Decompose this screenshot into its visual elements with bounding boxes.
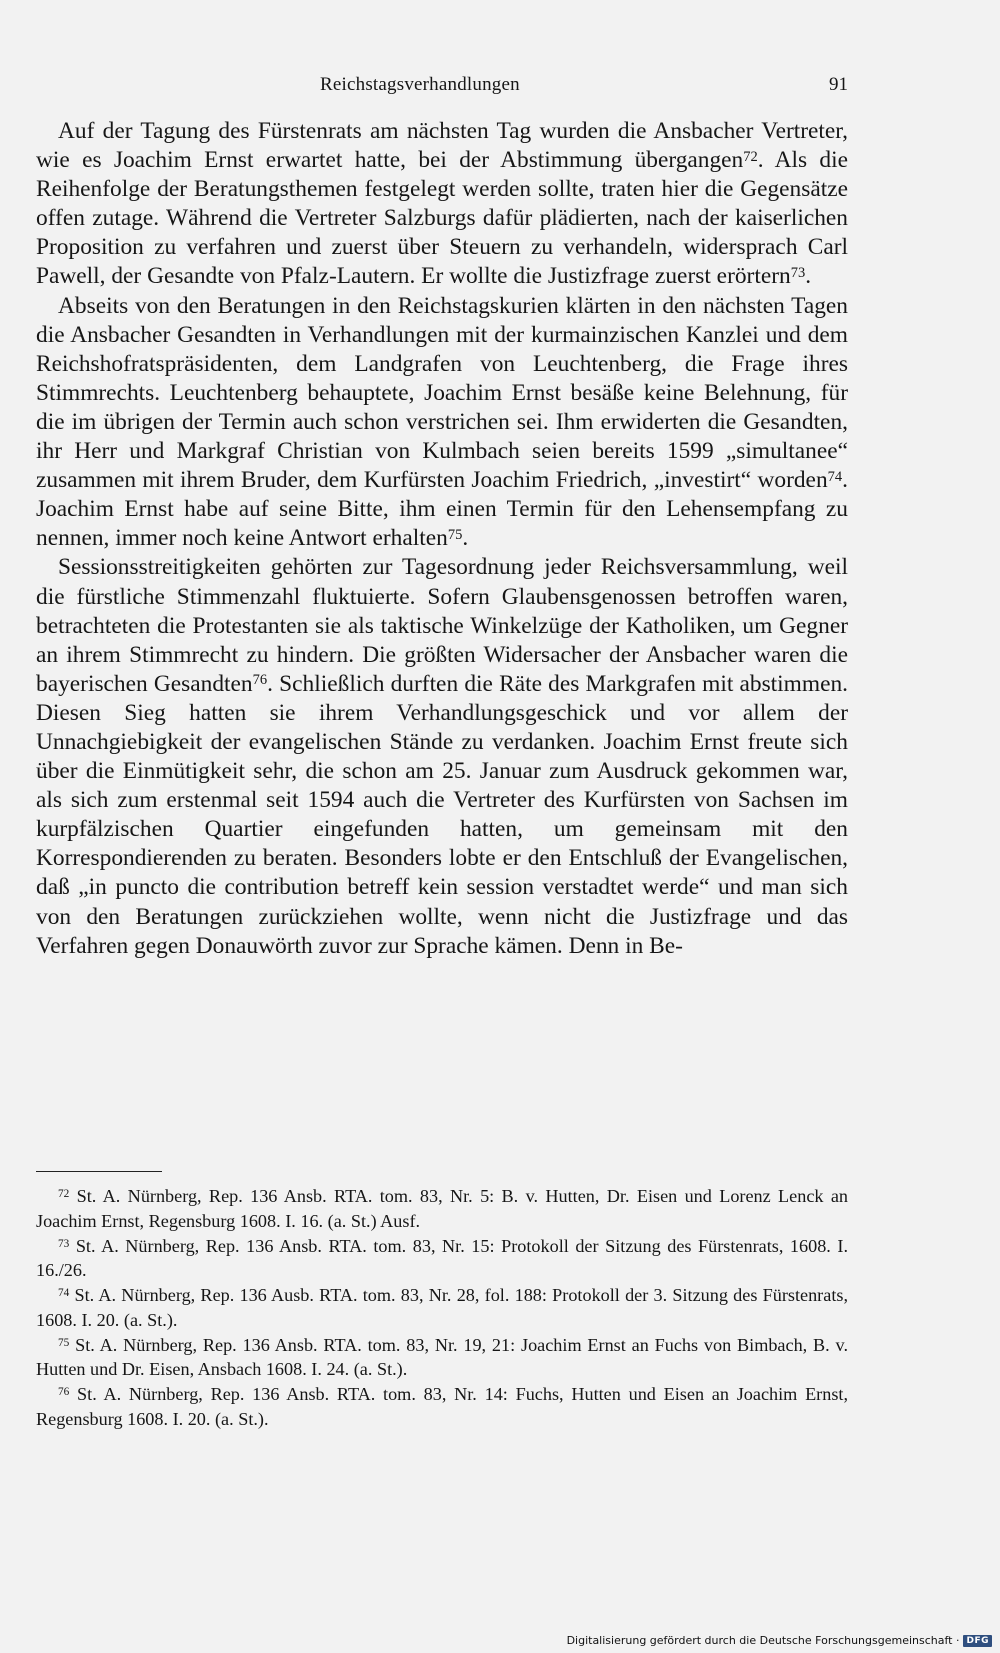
paragraph-text: . Joachim Ernst habe auf seine Bitte, ihm einen Termin für den Lehensempfang zu nennen, immer noch keine Antwort erhalten xyxy=(36,467,848,552)
footnote-ref-74[interactable]: 74 xyxy=(827,468,843,485)
footnote-73 xyxy=(36,1234,848,1283)
paragraph-text: . Schließlich durften die Räte des Markgrafen mit abstimmen. Diesen Sieg hatten sie ihrem Verhandlungsgeschick und vor allem der Unnachgiebigkeit der evangelischen Stände zu verdanken. Joachim Ernst freute sich über die Einmütigkeit sehr, die schon am 25. Januar zum Ausdruck gekommen war, als sich zum erstenmal seit 1594 auch die Vertreter des Kurfürsten von Sachsen im kurpfälzischen Quartier eingefunden hatten, um gemeinsam mit den Korrespondierenden zu beraten. Besonders lobte er den Entschluß der Evangelischen, daß „in puncto die contribution betreff kein session verstadtet werde“ und man sich von den Beratungen zurückziehen wollte, wenn nicht die Justizfrage und das Verfahren gegen Donauwörth zuvor zur Sprache kämen. Denn in Be- xyxy=(36,670,848,959)
paragraph-text: . xyxy=(462,525,469,552)
paragraph-text: Auf der Tagung des Fürstenrats am nächsten Tag wurden die Ansbacher Vertreter, wie es Joachim Ernst erwartet hatte, bei der Abstimmung übergangen xyxy=(36,118,848,174)
footnote-ref-75[interactable]: 75 xyxy=(447,526,463,543)
footnote-number: 72 xyxy=(58,1187,70,1200)
paragraph-text: Sessionsstreitigkeiten gehörten zur Tagesordnung jeder Reichsversammlung, weil die fürstliche Stimmenzahl fluktuierte. Sofern Glaubensgenossen betroffen waren, betrachteten die Protestanten sie als taktische Winkelzüge der Katholiken, um Gegner an ihrem Stimmrecht zu hindern. Die größten Widersacher der Ansbacher waren die bayerischen Gesandten xyxy=(36,554,848,697)
page-number: 91 xyxy=(829,74,848,95)
footnote-75 xyxy=(36,1333,848,1382)
footnote-number: 73 xyxy=(58,1237,70,1250)
footnote-ref-73[interactable]: 73 xyxy=(790,264,806,281)
running-title: Reichstagsverhandlungen xyxy=(320,74,520,95)
paragraph-text: . xyxy=(805,263,812,290)
paragraph-text: . Als die Reihenfolge der Beratungsthemen festgelegt werden sollte, traten hier die Gegensätze offen zutage. Während die Vertreter Salzburgs dafür plädierten, nach der kaiserlichen Proposition zu verfahren und zuerst über Steuern zu verhandeln, widersprach Carl Pawell, der Gesandte von Pfalz-Lautern. Er wollte die Justizfrage zuerst erörtern xyxy=(36,147,849,290)
paragraph-1 xyxy=(36,117,848,292)
footnote-text: St. A. Nürnberg, Rep. 136 Ansb. RTA. tom. 83, Nr. 15: Protokoll der Sitzung des Fürstenrats, 1608. I. 16./26. xyxy=(36,1235,849,1281)
body-text xyxy=(36,117,848,961)
credit-text: Digitalisierung gefördert durch die Deutsche Forschungsgemeinschaft · xyxy=(566,1634,960,1647)
paragraph-text: Abseits von den Beratungen in den Reichstagskurien klärten in den nächsten Tagen die Ansbacher Gesandten in Verhandlungen mit der kurmainzischen Kanzlei und dem Reichshofratspräsidenten, dem Landgrafen von Leuchtenberg, die Frage ihres Stimmrechts. Leuchtenberg behauptete, Joachim Ernst besäße keine Belehnung, für die im übrigen der Termin auch schon verstrichen sei. Ihm erwiderten die Gesandten, ihr Herr und Markgraf Christian von Kulmbach seien bereits 1599 „simultanee“ zusammen mit ihrem Bruder, dem Kurfürsten Joachim Friedrich, „investirt“ worden xyxy=(36,292,848,494)
paragraph-3 xyxy=(36,553,848,960)
footnote-text: St. A. Nürnberg, Rep. 136 Ansb. RTA. tom. 83, Nr. 5: B. v. Hutten, Dr. Eisen und Lorenz Lenck an Joachim Ernst, Regensburg 1608. I. 16. (a. St.) Ausf. xyxy=(36,1186,848,1231)
footnote-72 xyxy=(36,1184,848,1233)
footnote-ref-76[interactable]: 76 xyxy=(252,672,268,689)
footnotes xyxy=(36,1184,848,1432)
footnote-text: St. A. Nürnberg, Rep. 136 Ausb. RTA. tom. 83, Nr. 28, fol. 188: Protokoll der 3. Sitzung des Fürstenrats, 1608. I. 20. (a. St.). xyxy=(36,1285,848,1330)
page-header xyxy=(36,74,848,104)
dfg-logo: DFG xyxy=(963,1635,992,1647)
footnote-74 xyxy=(36,1283,848,1332)
footnote-number: 75 xyxy=(58,1336,70,1349)
footnote-text: St. A. Nürnberg, Rep. 136 Ansb. RTA. tom. 83, Nr. 14: Fuchs, Hutten und Eisen an Joachim Ernst, Regensburg 1608. I. 20. (a. St.). xyxy=(36,1384,849,1429)
paragraph-2 xyxy=(36,292,848,554)
footnote-76 xyxy=(36,1382,848,1431)
digitization-credit xyxy=(567,1634,992,1647)
footnote-number: 76 xyxy=(58,1386,70,1399)
footnote-divider xyxy=(36,1171,162,1172)
footnote-ref-72[interactable]: 72 xyxy=(743,148,758,165)
footnote-number: 74 xyxy=(58,1287,70,1300)
footnote-text: St. A. Nürnberg, Rep. 136 Ansb. RTA. tom. 83, Nr. 19, 21: Joachim Ernst an Fuchs von Bimbach, B. v. Hutten und Dr. Eisen, Ansbach 1608. I. 24. (a. St.). xyxy=(36,1334,849,1380)
